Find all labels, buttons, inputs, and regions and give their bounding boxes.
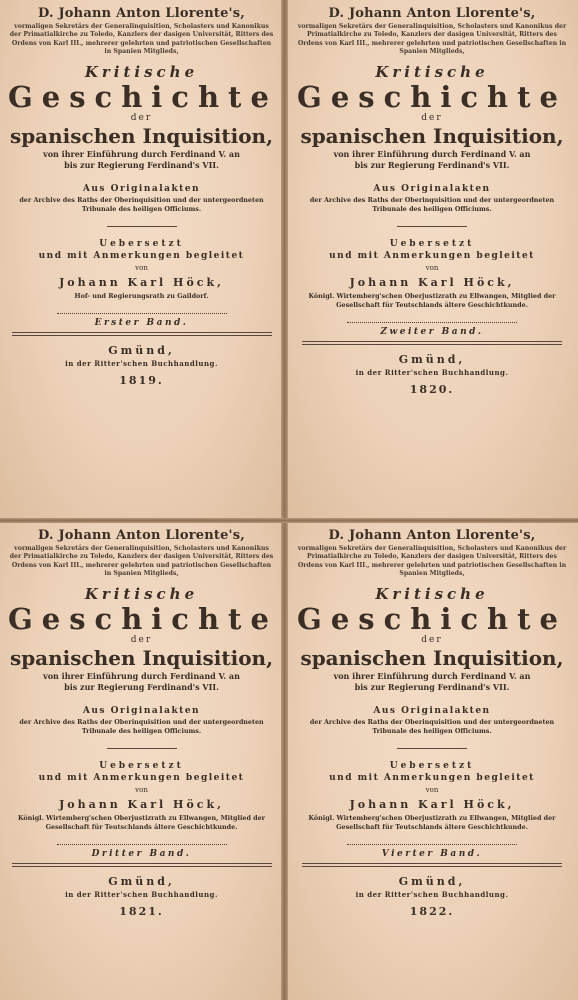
translated-label: Uebersetzt (99, 760, 184, 771)
subtitle-line-1: von ihrer Einführung durch Ferdinand V. an (333, 670, 531, 681)
publisher: in der Ritter'schen Buchhandlung. (65, 889, 218, 899)
double-rule (12, 332, 272, 336)
author-description: vormaligen Sekretärs der Generalinquisition, Scholasters und Kanonikus der Primatialkirche zu Toledo, Kanzlers der dasigen Universität, Ritters des Ordens von Karl III., mehrerer gelehrten und patriotischen Gesellschaften in Spanien Mitglieds, (9, 23, 274, 56)
divider (107, 748, 177, 749)
place: Gmünd, (108, 874, 175, 888)
volume-label: Vierter Band. (381, 848, 483, 859)
title-geschichte: Geschichte (8, 79, 278, 114)
author: D. Johann Anton Llorente's, (328, 6, 536, 21)
title-kritische: Kritische (375, 584, 489, 603)
title-der: der (421, 112, 443, 123)
year: 1819. (119, 373, 164, 387)
title-geschichte: Geschichte (297, 601, 567, 636)
title-kritische: Kritische (84, 584, 199, 603)
translator-title: Königl. Wirtemberg'schen Oberjustizrath zu Ellwangen, Mitglied der Gesellschaft für Teutschlands ältere Geschichtkunde. (308, 291, 556, 309)
by-label: von (425, 263, 439, 272)
author: D. Johann Anton Llorente's, (37, 528, 245, 543)
title-page-volume-1 (0, 0, 283, 520)
sources-text: der Archive des Raths der Oberinquisition und der untergeordneten Tribunale des heiligen Officiums. (309, 717, 555, 735)
title-geschichte: Geschichte (297, 79, 567, 114)
place: Gmünd, (398, 352, 466, 366)
year: 1821. (119, 904, 164, 918)
year: 1820. (409, 382, 455, 396)
author: D. Johann Anton Llorente's, (328, 528, 536, 543)
subtitle-line-1: von ihrer Einführung durch Ferdinand V. an (43, 670, 240, 681)
title-der: der (421, 634, 443, 645)
author-description: vormaligen Sekretärs der Generalinquisition, Scholasters und Kanonikus der Primatialkirche zu Toledo, Kanzlers der dasigen Universität, Ritters des Ordens von Karl III., mehrerer gelehrten und patriotischen Gesellschaften in Spanien Mitglieds, (297, 545, 567, 578)
title-inquisition: spanischen Inquisition, (300, 645, 564, 670)
title-page-volume-2 (286, 0, 578, 520)
by-label: von (135, 263, 148, 272)
annotated-label: und mit Anmerkungen begleitet (38, 250, 245, 261)
title-der: der (130, 634, 153, 645)
translator-name: Johann Karl Höck, (349, 275, 515, 289)
publisher: in der Ritter'schen Buchhandlung. (355, 889, 509, 899)
subtitle-line-2: bis zur Regierung Ferdinand's VII. (64, 681, 219, 692)
volume-label: Erster Band. (94, 317, 189, 328)
subtitle-line-1: von ihrer Einführung durch Ferdinand V. an (43, 148, 240, 159)
sources-text: der Archive des Raths der Oberinquisition und der untergeordneten Tribunale des heiligen Officiums. (309, 195, 555, 213)
volume-label: Dritter Band. (91, 848, 192, 859)
author-description: vormaligen Sekretärs der Generalinquisition, Scholasters und Kanonikus der Primatialkirche zu Toledo, Kanzlers der dasigen Universität, Ritters des Ordens von Karl III., mehrerer gelehrten und patriotischen Gesellschaften in Spanien Mitglieds, (297, 23, 567, 56)
translator-title: Hof- und Regierungsrath zu Gaildorf. (74, 291, 209, 300)
translated-label: Uebersetzt (389, 760, 475, 771)
author: D. Johann Anton Llorente's, (37, 6, 245, 21)
translated-label: Uebersetzt (99, 238, 184, 249)
dotted-rule (347, 844, 517, 845)
title-kritische: Kritische (375, 62, 489, 81)
sources-text: der Archive des Raths der Oberinquisition und der untergeordneten Tribunale des heiligen Officiums. (19, 717, 264, 735)
sources-text: der Archive des Raths der Oberinquisition und der untergeordneten Tribunale des heiligen Officiums. (19, 195, 264, 213)
place: Gmünd, (108, 343, 175, 357)
translator-name: Johann Karl Höck, (59, 797, 224, 811)
by-label: von (425, 785, 439, 794)
title-inquisition: spanischen Inquisition, (300, 123, 564, 148)
title-inquisition: spanischen Inquisition, (9, 645, 274, 670)
subtitle-line-2: bis zur Regierung Ferdinand's VII. (64, 159, 219, 170)
double-rule (302, 341, 562, 345)
annotated-label: und mit Anmerkungen begleitet (329, 772, 535, 783)
year: 1822. (409, 904, 455, 918)
page-gutter-shadow (281, 0, 288, 1000)
subtitle-line-1: von ihrer Einführung durch Ferdinand V. an (333, 148, 531, 159)
author-description: vormaligen Sekretärs der Generalinquisition, Scholasters und Kanonikus der Primatialkirche zu Toledo, Kanzlers der dasigen Universität, Ritters des Ordens von Karl III., mehrerer gelehrten und patriotischen Gesellschaften in Spanien Mitglieds, (9, 545, 274, 578)
divider (397, 226, 467, 227)
translated-label: Uebersetzt (389, 238, 475, 249)
sources-heading: Aus Originalakten (82, 705, 201, 716)
divider (107, 226, 177, 227)
annotated-label: und mit Anmerkungen begleitet (38, 772, 245, 783)
title-der: der (130, 112, 153, 123)
translator-title: Königl. Wirtemberg'schen Oberjustizrath zu Ellwangen, Mitglied der Gesellschaft für Teutschlands ältere Geschichtkunde. (17, 813, 266, 831)
divider (397, 748, 467, 749)
title-inquisition: spanischen Inquisition, (9, 123, 274, 148)
publisher: in der Ritter'schen Buchhandlung. (355, 367, 509, 377)
double-rule (12, 863, 272, 867)
title-page-volume-4 (286, 522, 578, 1000)
title-kritische: Kritische (84, 62, 199, 81)
dotted-rule (57, 313, 227, 314)
page-fold-shadow (0, 518, 578, 523)
title-geschichte: Geschichte (8, 601, 278, 636)
sources-heading: Aus Originalakten (82, 183, 201, 194)
subtitle-line-2: bis zur Regierung Ferdinand's VII. (354, 681, 510, 692)
double-rule (302, 863, 562, 867)
translator-name: Johann Karl Höck, (59, 275, 224, 289)
publisher: in der Ritter'schen Buchhandlung. (65, 358, 218, 368)
place: Gmünd, (398, 874, 466, 888)
title-page-volume-3 (0, 522, 283, 1000)
sources-heading: Aus Originalakten (373, 705, 491, 716)
annotated-label: und mit Anmerkungen begleitet (329, 250, 535, 261)
sources-heading: Aus Originalakten (373, 183, 491, 194)
subtitle-line-2: bis zur Regierung Ferdinand's VII. (354, 159, 510, 170)
dotted-rule (57, 844, 227, 845)
translator-name: Johann Karl Höck, (349, 797, 515, 811)
translator-title: Königl. Wirtemberg'schen Oberjustizrath zu Ellwangen, Mitglied der Gesellschaft für Teutschlands ältere Geschichtkunde. (308, 813, 556, 831)
by-label: von (135, 785, 148, 794)
volume-label: Zweiter Band. (380, 326, 484, 337)
dotted-rule (347, 322, 517, 323)
